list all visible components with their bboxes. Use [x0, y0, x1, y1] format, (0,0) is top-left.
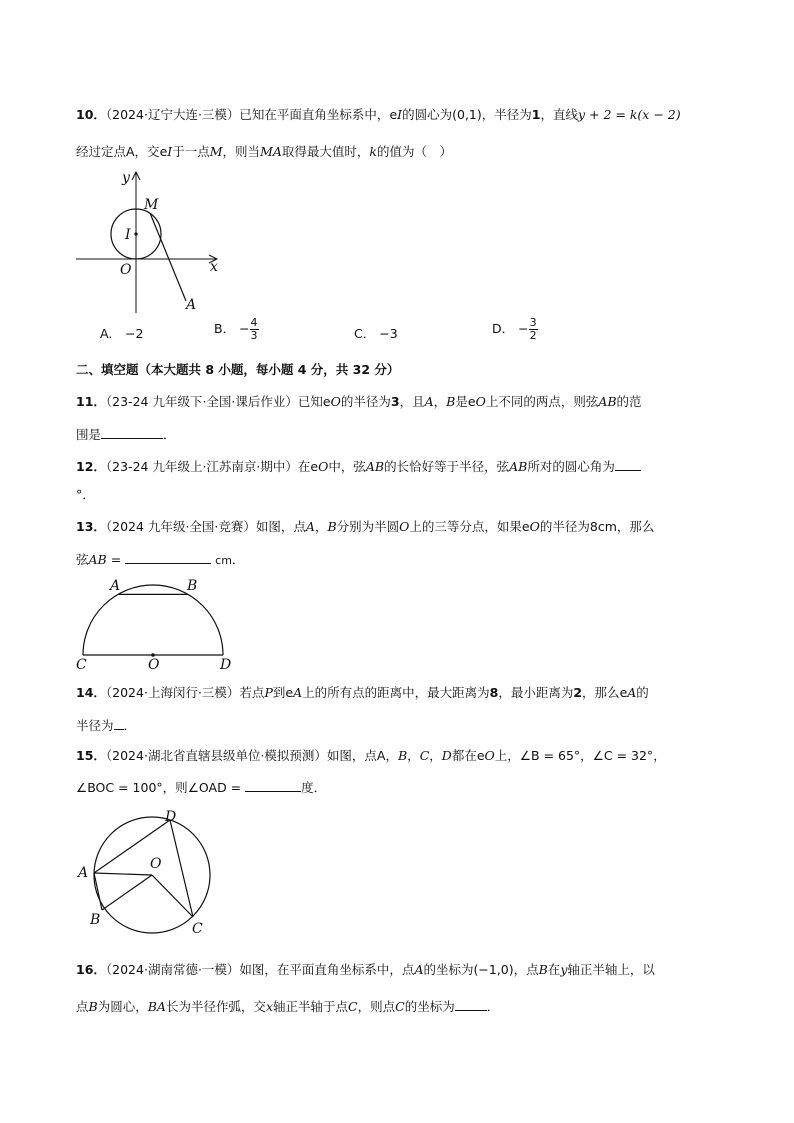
q11-answer-blank[interactable]: [101, 425, 163, 439]
label-C: C: [192, 921, 203, 937]
label-O: O: [148, 657, 160, 673]
q10-figure: [70, 165, 230, 315]
center-I-dot: [134, 232, 137, 235]
label-D: D: [220, 657, 232, 673]
q14-line2: 半径为 ．: [76, 718, 137, 733]
option-B[interactable]: B． − $\frac{4}{3}$: [214, 316, 258, 342]
q14-line1: 14．（2024·上海闵行·三模）若点P到eA上的所有点的距离中，最大距离为8，最小距离为2，那么eA的: [76, 685, 649, 700]
label-A: A: [78, 865, 89, 881]
q12-source: （23-24 九年级上·江苏南京·期中）: [105, 459, 298, 474]
option-D[interactable]: D． − $\frac{3}{2}$: [492, 316, 537, 342]
q15-source: （2024·湖北省直辖县级单位·模拟预测）: [105, 748, 327, 763]
section2-heading: 二、填空题（本大题共 8 小题，每小题 4 分，共 32 分）: [76, 362, 400, 377]
q16-line1: 16．（2024·湖南常德·一模）如图，在平面直角坐标系中，点A的坐标为(−1,0)，点B在y轴正半轴上，以: [76, 962, 655, 977]
q14-source: （2024·上海闵行·三模）: [105, 685, 240, 700]
label-C: C: [76, 657, 87, 673]
q16-number: 16．: [76, 962, 106, 977]
segment-AB: [94, 873, 102, 910]
q15-number: 15．: [76, 748, 106, 763]
option-A[interactable]: A． −2: [100, 326, 144, 341]
label-A: A: [186, 297, 197, 313]
angle-BOC: ∠BOC = 100°: [76, 780, 163, 795]
label-y: y: [122, 170, 130, 186]
q10-source: （2024·辽宁大连·三模）: [105, 107, 240, 122]
q16-answer-blank[interactable]: [455, 997, 487, 1011]
q15-line2: ∠BOC = 100°，则∠OAD = 度．: [76, 780, 327, 795]
q15-answer-blank[interactable]: [245, 778, 301, 792]
q15-line1: 15．（2024·湖北省直辖县级单位·模拟预测）如图，点A，B，C，D都在eO上，∠B = 65°，∠C = 32°，: [76, 748, 666, 763]
q11-source: （23-24 九年级下·全国·课后作业）: [105, 394, 298, 409]
q10-line2: 经过定点A，交eI于一点M，则当MA取得最大值时，k的值为（ ）: [76, 144, 452, 159]
q13-answer-blank[interactable]: [125, 550, 211, 564]
q12-line1: 12．（23-24 九年级上·江苏南京·期中）在eO中，弦AB的长恰好等于半径，弦AB所对的圆心角为: [76, 457, 641, 476]
q13-source: （2024 九年级·全国·竞赛）: [105, 519, 256, 534]
label-O: O: [120, 262, 132, 278]
q11-number: 11．: [76, 394, 106, 409]
label-M: M: [144, 197, 159, 213]
q14-answer-blank[interactable]: [114, 716, 124, 730]
q11-line2: 围是 ．: [76, 427, 176, 442]
semicircle-arc: [83, 585, 223, 655]
q10-line-equation: y + 2 = k(x − 2): [577, 107, 681, 122]
label-B: B: [90, 912, 101, 928]
q14-number: 14．: [76, 685, 106, 700]
q13-line1: 13．（2024 九年级·全国·竞赛）如图，点A，B分别为半圆O上的三等分点，如果eO的半径为8cm，那么: [76, 519, 655, 534]
segment-DC: [170, 820, 193, 917]
coord-A: (−1,0): [473, 962, 514, 977]
q11-line1: 11．（23-24 九年级下·全国·课后作业）已知eO的半径为3，且A，B是eO上不同的两点，则弦AB的范: [76, 394, 642, 409]
line-MA: [150, 213, 186, 301]
fraction-3-2: $\frac{3}{2}$: [529, 316, 537, 342]
q15-figure: [72, 805, 222, 940]
segment-OB: [102, 875, 152, 910]
q16-line2: 点B为圆心，BA长为半径作弧，交x轴正半轴于点C，则点C的坐标为 ．: [76, 999, 500, 1014]
label-O: O: [150, 856, 162, 872]
label-A: A: [110, 578, 121, 594]
q12-number: 12．: [76, 459, 106, 474]
label-I: I: [125, 227, 131, 243]
circle-symbol: e: [389, 107, 398, 122]
q13-figure: [70, 575, 240, 673]
segment-AO: [94, 873, 152, 875]
angle-C: ∠C = 32°: [592, 748, 654, 763]
q10-number: 10．: [76, 107, 106, 122]
q12-answer-blank[interactable]: [615, 457, 641, 471]
q13-line2: 弦AB = cm．: [76, 552, 245, 567]
label-B: B: [187, 578, 198, 594]
segment-OC: [152, 875, 193, 917]
q13-number: 13．: [76, 519, 106, 534]
option-C[interactable]: C． −3: [354, 326, 398, 341]
q12-line2: °．: [76, 487, 95, 502]
q10-line1: 10．（2024·辽宁大连·三模）已知在平面直角坐标系中，eI的圆心为(0,1)，半径为1，直线y + 2 = k(x − 2): [76, 107, 681, 122]
q10-center: (0,1): [452, 107, 482, 122]
label-D: D: [165, 809, 177, 825]
fraction-4-3: $\frac{4}{3}$: [250, 316, 258, 342]
label-x: x: [210, 259, 218, 275]
q16-source: （2024·湖南常德·一模）: [105, 962, 240, 977]
angle-B: ∠B = 65°: [519, 748, 581, 763]
